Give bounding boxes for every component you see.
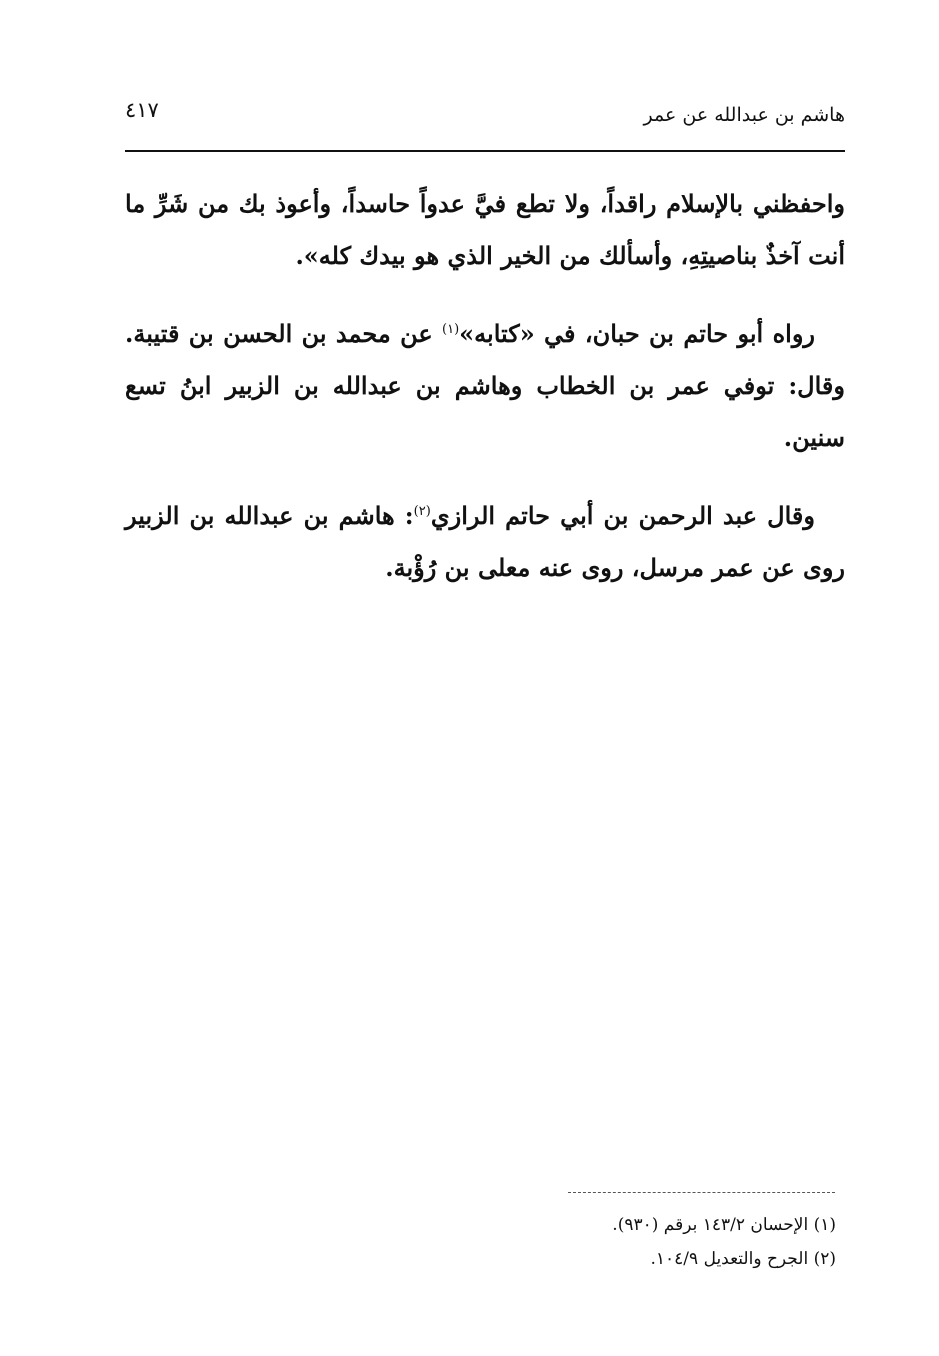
footnote-ref-2: (٢) [413, 504, 431, 519]
paragraph-3 [125, 486, 845, 594]
footnotes [300, 1208, 836, 1276]
header-divider [125, 150, 845, 152]
paragraph-2 [125, 304, 845, 464]
paragraph-2-text-end: عن محمد بن الحسن بن قتيبة. وقال: توفي عمر بن الخطاب وهاشم بن عبدالله بن الزبير ابنُ تسع سنين. [125, 319, 845, 452]
paragraph-3-text-end: : هاشم بن عبدالله بن الزبير روى عن عمر مرسل، روى عنه معلى بن رُؤْبة. [125, 501, 845, 582]
footnote-divider [568, 1192, 835, 1193]
paragraph-2-text-start: رواه أبو حاتم بن حبان، في «كتابه» [459, 319, 815, 348]
footnote-ref-1: (١) [442, 322, 460, 337]
header-title: هاشم بن عبدالله عن عمر [643, 104, 845, 126]
paragraph-1: واحفظني بالإسلام راقداً، ولا تطع فيَّ عدواً حاسداً، وأعوذ بك من شَرِّ ما أنت آخذٌ بناصيتِهِ، وأسألك من الخير الذي هو بيدك كله». [125, 189, 845, 270]
paragraph-3-text-start: وقال عبد الرحمن بن أبي حاتم الرازي [430, 501, 815, 530]
running-header [125, 96, 845, 136]
footnote-2: (٢) الجرح والتعديل ١٠٤/٩. [650, 1249, 836, 1269]
footnote-1: (١) الإحسان ١٤٣/٢ برقم (٩٣٠). [612, 1215, 836, 1235]
main-text [125, 178, 845, 594]
page-number: ٤١٧ [125, 98, 159, 122]
